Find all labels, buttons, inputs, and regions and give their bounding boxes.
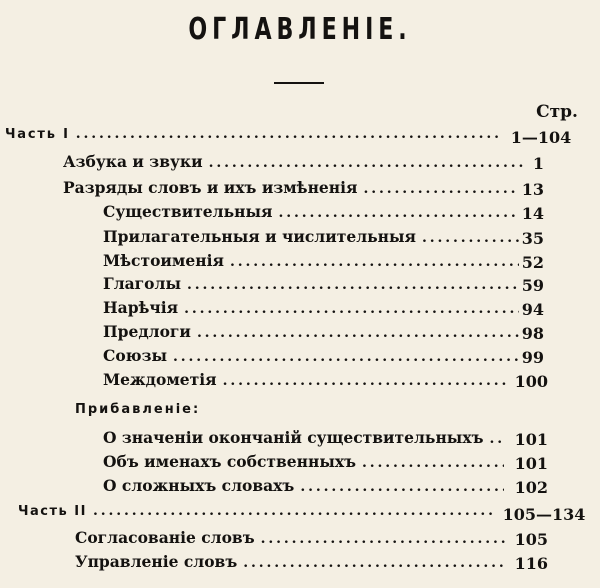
toc-entry [103, 251, 523, 275]
toc-entry-page: 13 [521, 180, 544, 199]
toc-entry [103, 227, 523, 251]
toc-entry-page: 100 [514, 372, 548, 391]
toc-entry-page: 116 [514, 554, 548, 573]
leader-dots [197, 325, 519, 341]
toc-entry [75, 552, 510, 576]
leader-dots [278, 205, 519, 221]
toc-entry [103, 298, 523, 322]
toc-entry-label: Разряды словъ и ихъ измѣненiя [63, 178, 358, 197]
leader-dots [300, 479, 504, 495]
leader-dots [187, 277, 519, 293]
toc-entry [75, 528, 510, 552]
toc-entry-label: Междометiя [103, 370, 217, 389]
toc-entry-label: Мѣстоименiя [103, 251, 224, 270]
toc-entry-label: Глаголы [103, 274, 181, 293]
toc-entry-page: 105—134 [502, 505, 586, 524]
page-title: ОГЛАВЛЕНIЕ. [188, 12, 412, 47]
toc-entry-page: 52 [521, 253, 544, 272]
toc-entry [103, 202, 523, 226]
toc-entry [103, 370, 513, 394]
leader-dots [209, 155, 527, 171]
leader-dots [93, 503, 496, 519]
leader-dots [184, 301, 519, 317]
toc-entry-part-1 [5, 126, 505, 150]
toc-entry-page: 14 [521, 204, 544, 223]
toc-entry-label: О сложныхъ словахъ [103, 476, 295, 495]
toc-entry-label: Управленiе словъ [75, 552, 238, 571]
toc-entry-page: 59 [521, 276, 544, 295]
appendix-heading: Прибавленiе: [75, 402, 201, 417]
toc-entry-label: О значенiи окончанiй существительныхъ [103, 428, 484, 447]
toc-entry-page: 101 [514, 454, 548, 473]
leader-dots [223, 373, 509, 389]
toc-entry-page: 1 [532, 154, 544, 173]
toc-entry-page: 105 [514, 530, 548, 549]
leader-dots [173, 349, 519, 365]
toc-entry [63, 178, 523, 202]
toc-entry-label: Объ именахъ собственныхъ [103, 452, 357, 471]
leader-dots [243, 555, 506, 571]
toc-entry-label: Прилагательныя и числительныя [103, 227, 416, 246]
toc-entry-part-2 [18, 503, 500, 527]
toc-entry-page: 102 [514, 478, 548, 497]
toc-entry-page: 1—104 [510, 128, 572, 147]
toc-entry-label: Азбука и звуки [63, 152, 203, 171]
toc-entry [63, 152, 531, 176]
leader-dots [261, 531, 506, 547]
leader-dots [76, 126, 501, 142]
title-rule [274, 82, 324, 84]
leader-dots [363, 181, 519, 197]
toc-entry-page: 99 [521, 348, 544, 367]
page-column-header: Стр. [536, 102, 578, 122]
toc-entry-label: Согласованiе словъ [75, 528, 255, 547]
toc-entry-label: Союзы [103, 346, 167, 365]
toc-entry-page: 35 [521, 229, 544, 248]
toc-entry-label: Нарѣчiя [103, 298, 179, 317]
leader-dots [362, 455, 504, 471]
leader-dots [489, 431, 504, 447]
leader-dots [422, 230, 519, 246]
toc-entry-label: Существительныя [103, 202, 273, 221]
toc-entry-label: Часть II [18, 504, 87, 519]
toc-entry-page: 101 [514, 430, 548, 449]
toc-entry [103, 476, 508, 500]
leader-dots [230, 254, 519, 270]
toc-entry [103, 346, 523, 370]
toc-entry [103, 452, 508, 476]
toc-entry-label: Предлоги [103, 322, 191, 341]
toc-entry-page: 94 [521, 300, 544, 319]
toc-entry-page: 98 [521, 324, 544, 343]
toc-entry [103, 322, 523, 346]
toc-entry [103, 428, 508, 452]
toc-entry-label: Часть I [5, 127, 70, 142]
toc-entry [103, 274, 523, 298]
